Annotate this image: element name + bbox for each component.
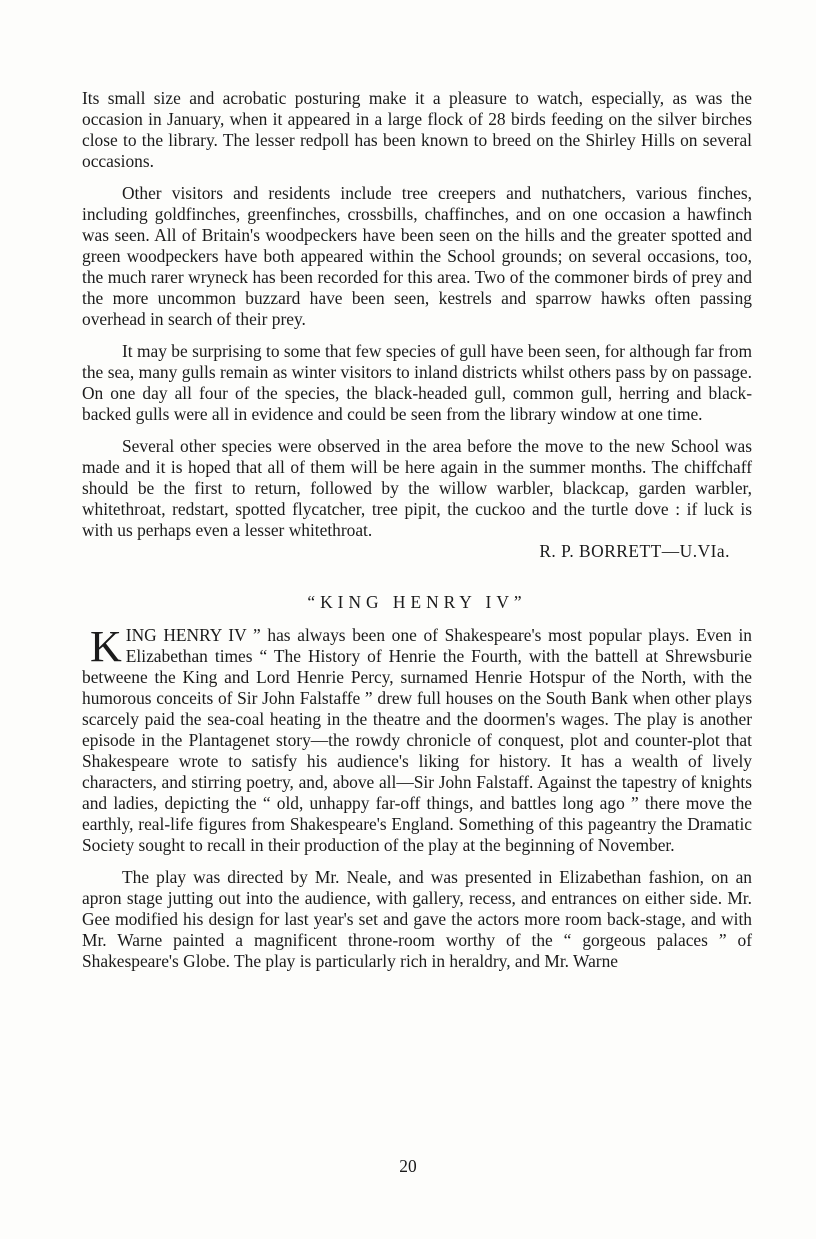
article-title: “KING HENRY IV” xyxy=(307,592,527,612)
page-body xyxy=(82,88,752,972)
henry-paragraph-1-text: ING HENRY IV ” has always been one of Shakespeare's most popular plays. Even in Elizabethan times “ The History of Henrie the Fourth, with the battell at Shrewsburie betweene the King and Lord Henrie Percy, surnamed Henrie Hotspur of the North, with the humorous conceits of Sir John Falstaffe ” drew full houses on the South Bank when other plays scarcely paid the sea-coal heating in the theatre and the doormen's wages. The play is another episode in the Plantagenet story—the rowdy chronicle of conquest, plot and counter-plot that Shakespeare wrote to satisfy his audience's liking for history. It has a wealth of lively characters, and stirring poetry, and, above all—Sir John Falstaff. Against the tapestry of knights and ladies, depicting the “ old, unhappy far-off things, and battles long ago ” there move the earthly, real-life figures from Shakespeare's England. Something of this pageantry the Dramatic Society sought to recall in their production of the play at the beginning of November. xyxy=(82,625,752,855)
drop-cap: K xyxy=(90,622,122,671)
bird-paragraph-3: It may be surprising to some that few species of gull have been seen, for although far from the sea, many gulls remain as winter visitors to inland districts whilst others pass by on passage. On one day all four of the species, the black-headed gull, common gull, herring and black-backed gulls were all in evidence and could be seen from the library window at one time. xyxy=(82,341,752,424)
bird-paragraph-2: Other visitors and residents include tree creepers and nuthatchers, various finches, including goldfinches, greenfinches, crossbills, chaffinches, and on one occasion a hawfinch was seen. All of Britain's woodpeckers have been seen on the hills and the greater spotted and green woodpeckers have both appeared within the School grounds; on several occasions, too, the much rarer wryneck has been recorded for this area. Two of the commoner birds of prey and the more uncommon buzzard have been seen, kestrels and sparrow hawks often passing overhead in search of their prey. xyxy=(82,183,752,329)
henry-paragraph-2: The play was directed by Mr. Neale, and was presented in Elizabethan fashion, on an apron stage jutting out into the audience, with gallery, recess, and entrances on either side. Mr. Gee modified his design for last year's set and gave the actors more room back-stage, and with Mr. Warne painted a magnificent throne-room worthy of the “ gorgeous palaces ” of Shakespeare's Globe. The play is particularly rich in heraldry, and Mr. Warne xyxy=(82,867,752,971)
henry-paragraph-1 xyxy=(82,622,752,856)
bird-paragraph-1: Its small size and acrobatic posturing make it a pleasure to watch, especially, as was the occasion in January, when it appeared in a large flock of 28 birds feeding on the silver birches close to the library. The lesser redpoll has been known to breed on the Shirley Hills on several occasions. xyxy=(82,88,752,171)
bird-paragraph-4: Several other species were observed in the area before the move to the new School was made and it is hoped that all of them will be here again in the summer months. The chiffchaff should be the first to return, followed by the willow warbler, blackcap, garden warbler, whitethroat, redstart, spotted flycatcher, tree pipit, the cuckoo and the turtle dove : if luck is with us perhaps even a lesser whitethroat. xyxy=(82,436,752,540)
page-number: 20 xyxy=(399,1156,417,1176)
author-signature: R. P. BORRETT—U.VIa. xyxy=(539,541,730,561)
